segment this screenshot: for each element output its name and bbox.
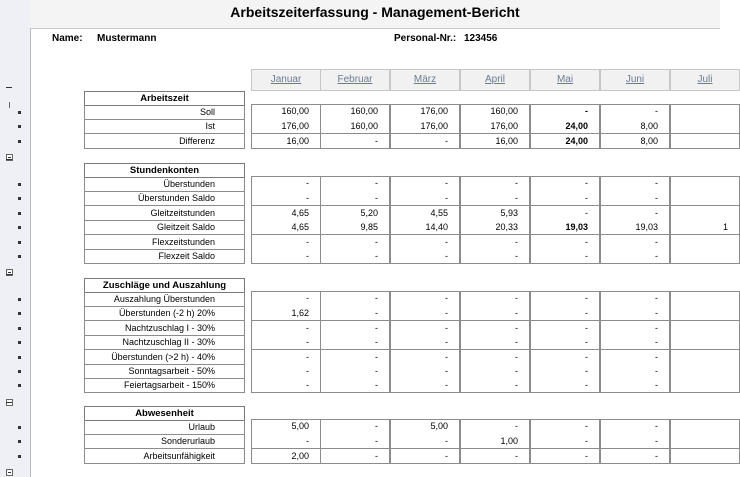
row-label: Soll xyxy=(84,105,245,120)
value-cell[interactable] xyxy=(670,335,740,350)
personal-number-label: Personal-Nr.: xyxy=(394,33,457,44)
outline-row-bullet xyxy=(18,125,21,128)
personal-number-value: 123456 xyxy=(464,33,498,44)
row-label: Differenz xyxy=(84,134,245,149)
value-cell[interactable] xyxy=(670,176,740,192)
value-cell[interactable]: - xyxy=(320,364,390,379)
outline-row-bullet xyxy=(18,140,21,143)
value-cell[interactable]: - xyxy=(600,235,670,250)
value-cell[interactable]: - xyxy=(390,364,460,379)
value-cell[interactable]: - xyxy=(460,350,530,365)
value-cell[interactable] xyxy=(670,378,740,393)
value-cell[interactable]: - xyxy=(600,291,670,307)
row-label: Urlaub xyxy=(84,420,245,435)
outline-row-bullet xyxy=(18,370,21,373)
value-cell[interactable]: - xyxy=(390,134,460,149)
name-label: Name: xyxy=(52,33,83,44)
value-cell[interactable]: 19,03 xyxy=(600,220,670,235)
value-cell[interactable]: - xyxy=(390,191,460,206)
value-cell[interactable]: - xyxy=(320,191,390,206)
month-header-4[interactable]: April xyxy=(460,69,530,91)
value-cell[interactable]: - xyxy=(600,364,670,379)
value-cell[interactable]: - xyxy=(530,419,600,435)
value-cell[interactable] xyxy=(670,206,740,221)
value-cell[interactable]: - xyxy=(600,335,670,350)
outline-row-bullet xyxy=(18,197,21,200)
value-cell[interactable]: - xyxy=(460,449,530,464)
value-cell[interactable]: - xyxy=(251,350,321,365)
value-cell[interactable]: 5,93 xyxy=(460,206,530,221)
month-header-1[interactable]: Januar xyxy=(251,69,321,91)
outline-row-bullet xyxy=(18,356,21,359)
value-cell[interactable]: - xyxy=(320,350,390,365)
value-cell[interactable]: 16,00 xyxy=(251,134,321,149)
outline-level-marker xyxy=(6,87,12,88)
outline-collapse-toggle[interactable] xyxy=(6,469,13,476)
value-cell[interactable]: - xyxy=(251,249,321,264)
value-cell[interactable]: 8,00 xyxy=(600,134,670,149)
value-cell[interactable]: - xyxy=(320,434,390,449)
row-label: Überstunden (>2 h) - 40% xyxy=(84,350,245,365)
outline-row-bullet xyxy=(18,212,21,215)
value-cell[interactable]: - xyxy=(600,321,670,336)
value-cell[interactable] xyxy=(670,134,740,149)
value-cell[interactable]: - xyxy=(251,176,321,192)
value-cell[interactable]: - xyxy=(530,235,600,250)
outline-level-marker xyxy=(9,102,10,108)
value-cell[interactable]: - xyxy=(600,206,670,221)
row-label: Flexzeit Saldo xyxy=(84,249,245,264)
value-cell[interactable]: - xyxy=(390,176,460,192)
value-cell[interactable]: 4,65 xyxy=(251,206,321,221)
value-cell[interactable]: - xyxy=(251,291,321,307)
row-label: Auszahlung Überstunden xyxy=(84,292,245,307)
value-cell[interactable]: - xyxy=(530,206,600,221)
value-cell[interactable]: - xyxy=(600,449,670,464)
value-cell[interactable] xyxy=(670,191,740,206)
value-cell[interactable]: 1,62 xyxy=(251,306,321,321)
value-cell[interactable]: - xyxy=(251,378,321,393)
outline-level-marker xyxy=(6,159,12,160)
value-cell[interactable]: - xyxy=(460,176,530,192)
value-cell[interactable]: 160,00 xyxy=(460,104,530,120)
row-label: Sonntagsarbeit - 50% xyxy=(84,364,245,379)
value-cell[interactable]: - xyxy=(320,306,390,321)
value-cell[interactable]: - xyxy=(530,104,600,120)
value-cell[interactable]: - xyxy=(320,419,390,435)
value-cell[interactable]: 5,20 xyxy=(320,206,390,221)
outline-row-bullet xyxy=(18,384,21,387)
outline-level-marker xyxy=(6,274,12,275)
row-label: Ist xyxy=(84,119,245,134)
row-label: Überstunden (-2 h) 20% xyxy=(84,306,245,321)
value-cell[interactable] xyxy=(670,291,740,307)
value-cell[interactable]: - xyxy=(600,104,670,120)
value-cell[interactable]: 24,00 xyxy=(530,119,600,134)
value-cell[interactable]: - xyxy=(320,291,390,307)
outline-row-bullet xyxy=(18,455,21,458)
value-cell[interactable]: - xyxy=(460,335,530,350)
month-header-7[interactable]: Juli xyxy=(670,69,740,91)
value-cell[interactable] xyxy=(670,321,740,336)
value-cell[interactable] xyxy=(670,449,740,464)
value-cell[interactable]: 14,40 xyxy=(390,220,460,235)
row-label: Nachtzuschlag I - 30% xyxy=(84,321,245,336)
value-cell[interactable]: - xyxy=(600,306,670,321)
value-cell[interactable]: 9,85 xyxy=(320,220,390,235)
value-cell[interactable]: - xyxy=(390,449,460,464)
outline-collapse-toggle[interactable] xyxy=(6,269,13,276)
value-cell[interactable] xyxy=(670,419,740,435)
name-value: Mustermann xyxy=(97,33,157,44)
value-cell[interactable]: 176,00 xyxy=(390,119,460,134)
row-label: Überstunden xyxy=(84,177,245,192)
value-cell[interactable]: - xyxy=(530,335,600,350)
value-cell[interactable]: - xyxy=(390,306,460,321)
value-cell[interactable]: - xyxy=(460,191,530,206)
value-cell[interactable]: - xyxy=(320,249,390,264)
section-header: Stundenkonten xyxy=(84,163,245,178)
value-cell[interactable]: 160,00 xyxy=(320,104,390,120)
value-cell[interactable]: - xyxy=(390,291,460,307)
outline-row-bullet xyxy=(18,183,21,186)
value-cell[interactable] xyxy=(670,249,740,264)
value-cell[interactable]: 16,00 xyxy=(460,134,530,149)
value-cell[interactable]: 5,00 xyxy=(251,419,321,435)
page-title: Arbeitszeiterfassung - Management-Bericht xyxy=(30,0,720,29)
value-cell[interactable]: - xyxy=(251,191,321,206)
outline-row-bullet xyxy=(18,312,21,315)
value-cell[interactable]: - xyxy=(600,419,670,435)
value-cell[interactable]: - xyxy=(600,249,670,264)
outline-gutter xyxy=(0,0,31,477)
month-header-3[interactable]: März xyxy=(390,69,460,91)
value-cell[interactable]: - xyxy=(390,350,460,365)
value-cell[interactable]: - xyxy=(600,434,670,449)
month-header-6[interactable]: Juni xyxy=(600,69,670,91)
value-cell[interactable]: - xyxy=(530,249,600,264)
outline-row-bullet xyxy=(18,341,21,344)
month-header-2[interactable]: Februar xyxy=(320,69,390,91)
outline-row-bullet xyxy=(18,327,21,330)
value-cell[interactable]: - xyxy=(320,235,390,250)
value-cell[interactable]: - xyxy=(530,434,600,449)
value-cell[interactable]: 160,00 xyxy=(251,104,321,120)
value-cell[interactable]: - xyxy=(320,449,390,464)
outline-row-bullet xyxy=(18,241,21,244)
value-cell[interactable]: 176,00 xyxy=(390,104,460,120)
value-cell[interactable]: 20,33 xyxy=(460,220,530,235)
value-cell[interactable]: 160,00 xyxy=(320,119,390,134)
value-cell[interactable]: - xyxy=(390,335,460,350)
value-cell[interactable]: - xyxy=(530,191,600,206)
row-label: Feiertagsarbeit - 150% xyxy=(84,378,245,393)
value-cell[interactable]: - xyxy=(530,321,600,336)
value-cell[interactable]: - xyxy=(530,378,600,393)
value-cell[interactable]: 24,00 xyxy=(530,134,600,149)
value-cell[interactable]: - xyxy=(460,364,530,379)
value-cell[interactable]: - xyxy=(460,291,530,307)
value-cell[interactable]: - xyxy=(530,176,600,192)
value-cell[interactable]: - xyxy=(390,235,460,250)
value-cell[interactable] xyxy=(670,350,740,365)
outline-row-bullet xyxy=(18,440,21,443)
value-cell[interactable]: - xyxy=(530,364,600,379)
row-label: Sonderurlaub xyxy=(84,434,245,449)
outline-row-bullet xyxy=(18,111,21,114)
value-cell[interactable]: - xyxy=(600,191,670,206)
value-cell[interactable]: - xyxy=(320,176,390,192)
outline-row-bullet xyxy=(18,298,21,301)
value-cell[interactable]: - xyxy=(390,434,460,449)
value-cell[interactable]: - xyxy=(251,335,321,350)
value-cell[interactable]: - xyxy=(251,321,321,336)
row-label: Nachtzuschlag II - 30% xyxy=(84,335,245,350)
value-cell[interactable]: - xyxy=(390,249,460,264)
value-cell[interactable]: - xyxy=(251,434,321,449)
row-label: Gleitzeitstunden xyxy=(84,206,245,221)
value-cell[interactable]: 4,65 xyxy=(251,220,321,235)
row-label: Überstunden Saldo xyxy=(84,191,245,206)
value-cell[interactable]: - xyxy=(390,378,460,393)
row-label: Arbeitsunfähigkeit xyxy=(84,449,245,464)
outline-collapse-toggle[interactable] xyxy=(6,154,13,161)
value-cell[interactable]: - xyxy=(530,449,600,464)
value-cell[interactable]: 19,03 xyxy=(530,220,600,235)
value-cell[interactable] xyxy=(670,119,740,134)
value-cell[interactable]: 176,00 xyxy=(251,119,321,134)
value-cell[interactable]: - xyxy=(251,235,321,250)
section-header: Abwesenheit xyxy=(84,406,245,421)
value-cell[interactable]: - xyxy=(460,419,530,435)
outline-row-bullet xyxy=(18,426,21,429)
value-cell[interactable]: - xyxy=(600,378,670,393)
row-label: Flexzeitstunden xyxy=(84,235,245,250)
value-cell[interactable]: 1 xyxy=(670,220,740,235)
value-cell[interactable]: - xyxy=(251,364,321,379)
value-cell[interactable]: - xyxy=(600,350,670,365)
value-cell[interactable] xyxy=(670,306,740,321)
value-cell[interactable] xyxy=(670,235,740,250)
value-cell[interactable]: - xyxy=(460,306,530,321)
outline-row-bullet xyxy=(18,226,21,229)
row-label: Gleitzeit Saldo xyxy=(84,220,245,235)
value-cell[interactable]: - xyxy=(320,378,390,393)
value-cell[interactable]: - xyxy=(460,235,530,250)
outline-row-bullet xyxy=(18,255,21,258)
value-cell[interactable]: 8,00 xyxy=(600,119,670,134)
value-cell[interactable]: - xyxy=(460,321,530,336)
value-cell[interactable]: - xyxy=(530,291,600,307)
value-cell[interactable]: - xyxy=(530,306,600,321)
value-cell[interactable]: - xyxy=(460,249,530,264)
value-cell[interactable]: 4,55 xyxy=(390,206,460,221)
value-cell[interactable]: - xyxy=(460,378,530,393)
value-cell[interactable]: 1,00 xyxy=(460,434,530,449)
month-header-5[interactable]: Mai xyxy=(530,69,600,91)
value-cell[interactable] xyxy=(670,104,740,120)
value-cell[interactable]: 176,00 xyxy=(460,119,530,134)
value-cell[interactable]: - xyxy=(600,176,670,192)
value-cell[interactable]: - xyxy=(320,335,390,350)
value-cell[interactable]: - xyxy=(320,321,390,336)
outline-level-marker xyxy=(6,402,12,403)
section-header: Zuschläge und Auszahlung xyxy=(84,278,245,293)
value-cell[interactable]: 2,00 xyxy=(251,449,321,464)
value-cell[interactable]: - xyxy=(530,350,600,365)
value-cell[interactable]: - xyxy=(390,321,460,336)
value-cell[interactable]: 5,00 xyxy=(390,419,460,435)
value-cell[interactable] xyxy=(670,364,740,379)
value-cell[interactable]: - xyxy=(320,134,390,149)
section-header: Arbeitszeit xyxy=(84,91,245,106)
value-cell[interactable] xyxy=(670,434,740,449)
